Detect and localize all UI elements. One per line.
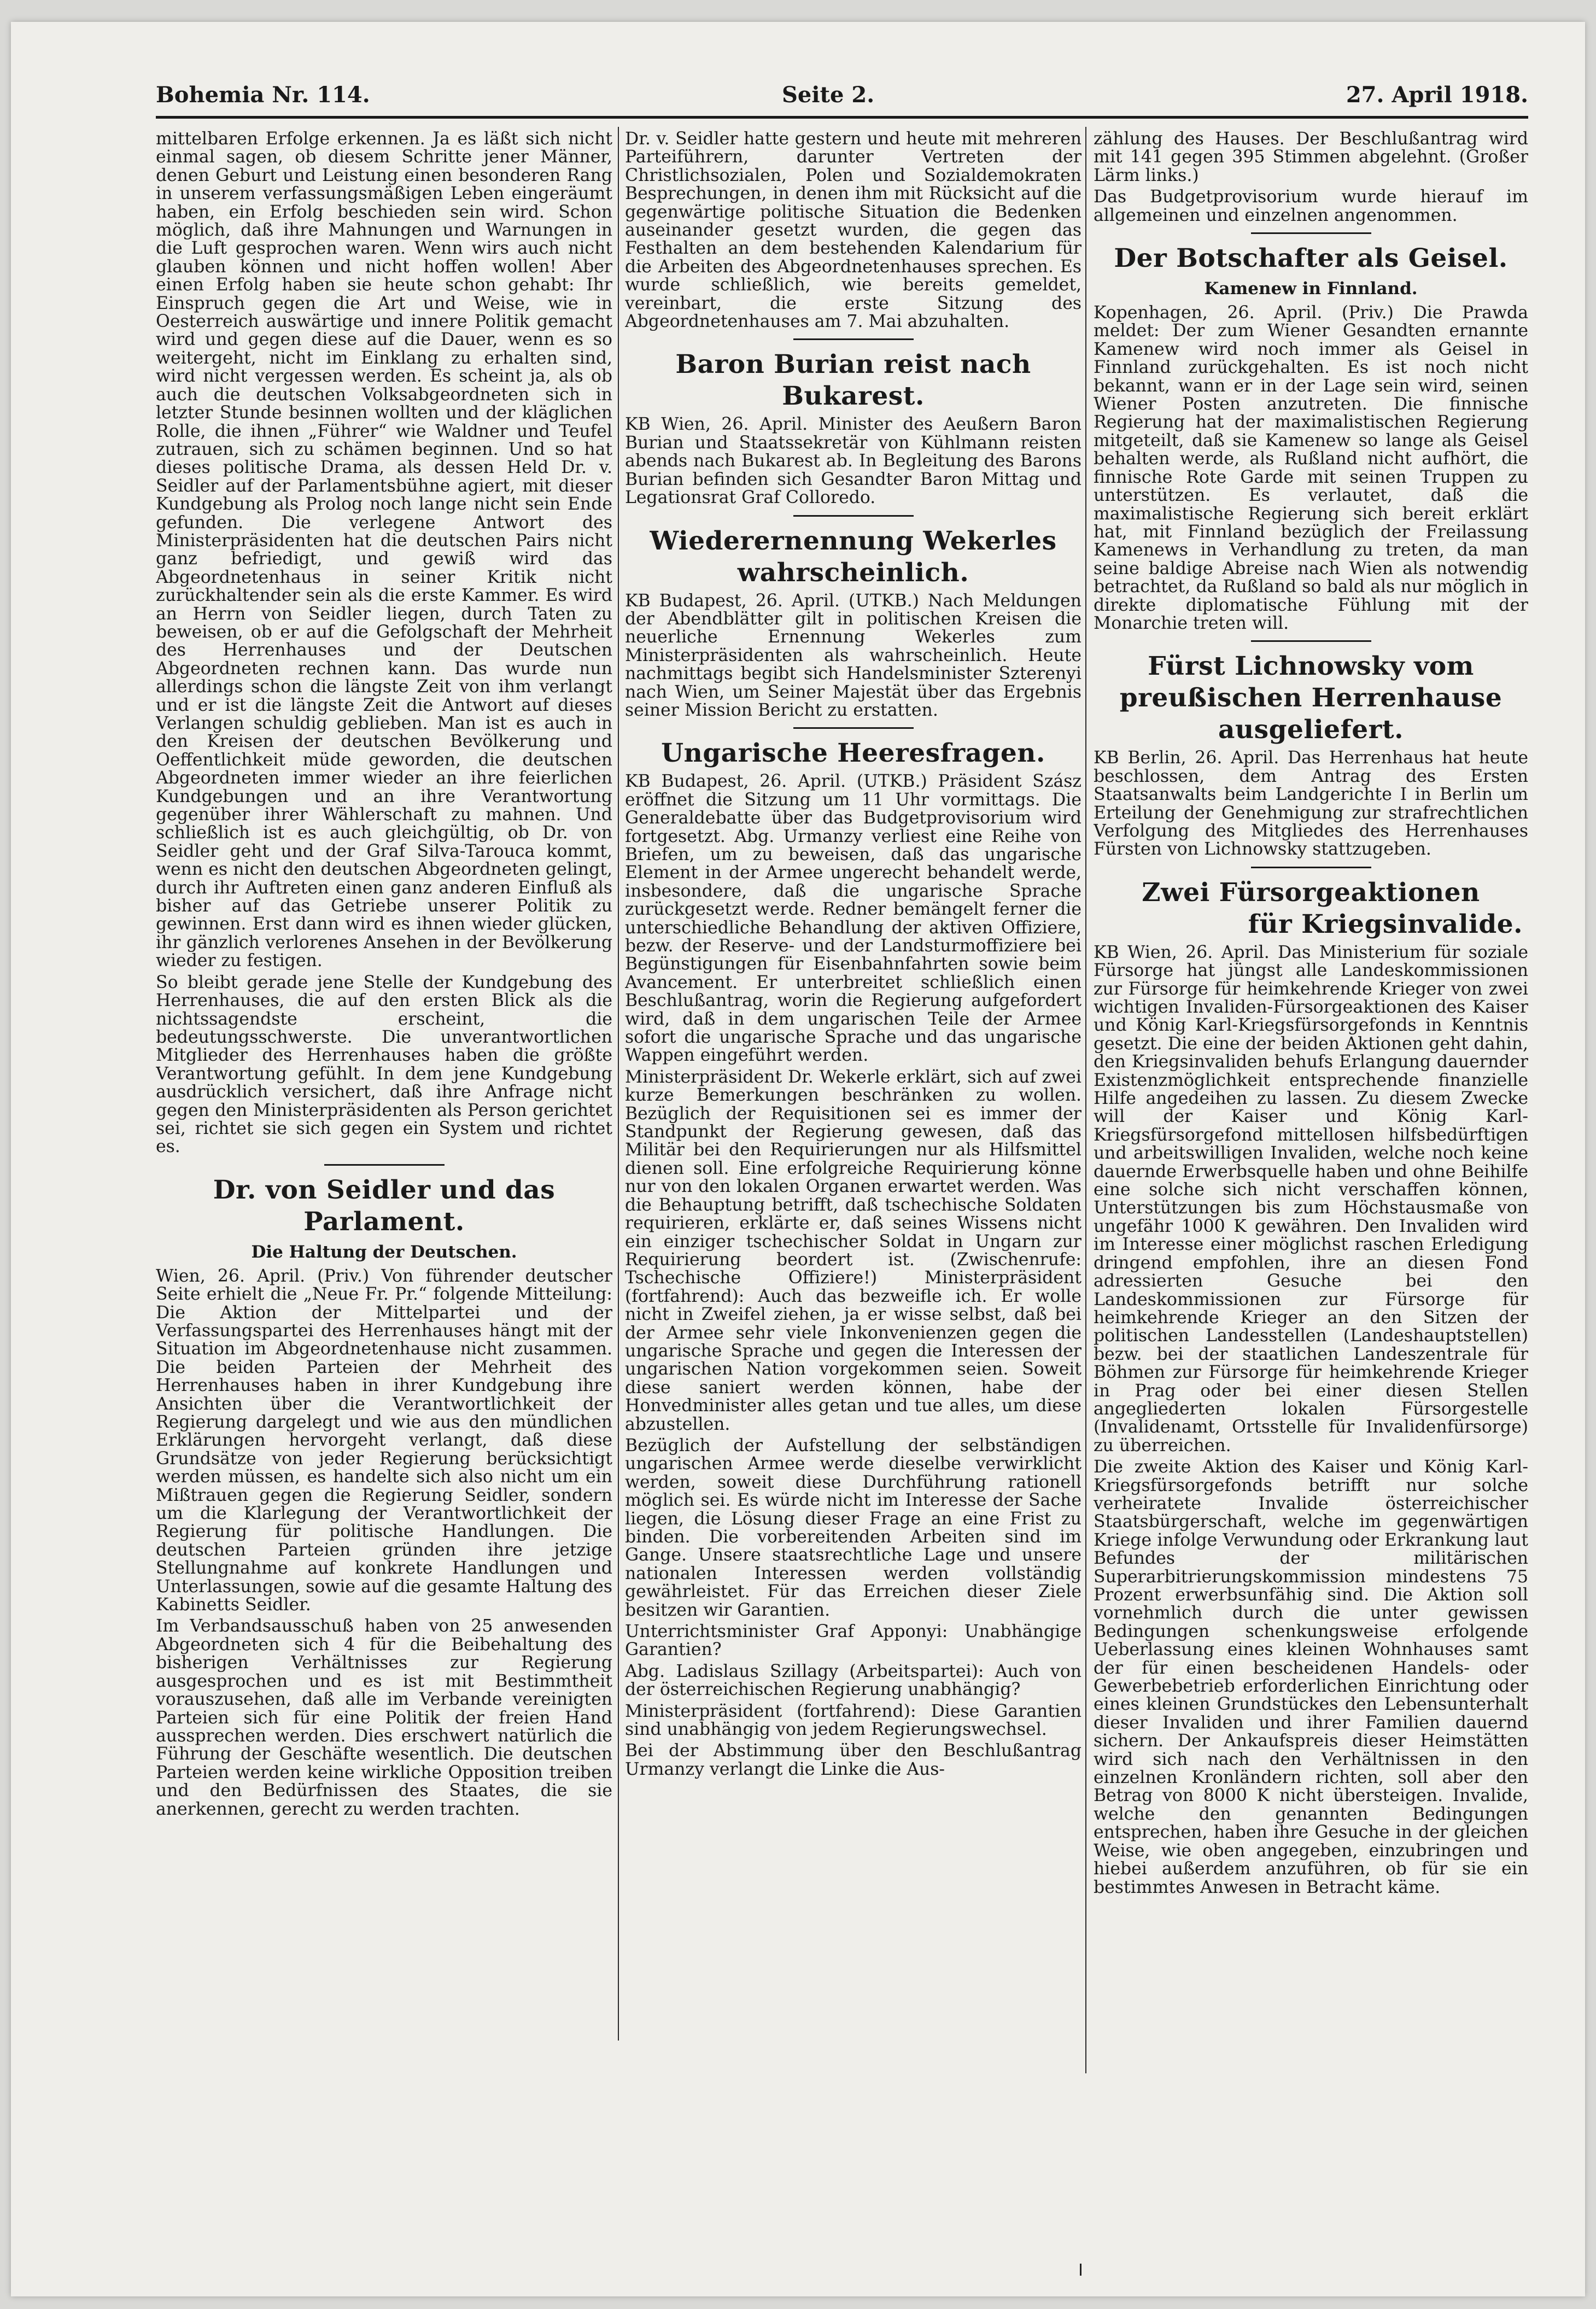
article-text: Die zweite Aktion des Kaiser und König Karl-Kriegsfürsorgefonds betrifft nur solche verheiratete Invalide österreichischer Staatsbürgerschaft, welche im gegenwärtigen Kriege infolge Verwundung oder Erkrankung laut Befundes der militärischen Superarbitrierungskommission mindestens 75 Prozent erwerbsunfähig sind. Die Aktion soll vornehmlich durch die unter gewissen Bedingungen schenkungsweise erfolgende Ueberlassung eines kleinen Wohnhauses samt der für einen bescheidenen Handels- oder Gewerbebetrieb erforderlichen Einrichtung oder eines kleinen Grundstückes den Lebensunterhalt dieser Invaliden und ihrer Familien dauernd sichern. Der Ankaufspreis dieser Heimstätten wird sich nach den Verhältnissen in den einzelnen Kronländern richten, soll aber den Betrag von 8000 K nicht übersteigen. Invalide, welche den genannten Bedingungen entsprechen, haben ihre Gesuche in der gleichen Weise, wie oben angegeben, einzubringen und hiebei außerdem anzuführen, ob für sie ein bestimmtes Anwesen in Betracht käme. xyxy=(1094,1457,1528,1897)
separator xyxy=(1251,640,1371,642)
article-text: KB Berlin, 26. April. Das Herrenhaus hat heute beschlossen, dem Antrag des Ersten Staatsanwalts beim Landgerichte I in Berlin um Erteilung der Genehmigung zur strafrechtlichen Verfolgung des Mitgliedes des Herrenhauses Fürsten von Lichnowsky stattzugeben. xyxy=(1094,748,1528,860)
separator xyxy=(1251,867,1371,868)
header-issue: Bohemia Nr. 114. xyxy=(156,82,370,108)
header-rule xyxy=(156,116,1528,119)
separator xyxy=(324,1164,445,1166)
article-text: Bei der Abstimmung über den Beschlußantrag Urmanzy verlangt die Linke die Aus- xyxy=(625,1741,1081,1779)
article-text: Unterrichtsminister Graf Apponyi: Unabhängige Garantien? xyxy=(625,1622,1081,1660)
headline-fuersorge-line2: für Kriegsinvalide. xyxy=(1248,909,1523,939)
column-3 xyxy=(1094,130,1528,2164)
column-rule-2 xyxy=(1085,127,1086,2073)
headline-heeresfragen: Ungarische Heeresfragen. xyxy=(661,738,1045,769)
subheadline-seidler: Die Haltung der Deutschen. xyxy=(251,1242,517,1262)
headline-lichnowsky: Fürst Lichnowsky vom preußischen Herrenhause ausgeliefert. xyxy=(1119,651,1503,745)
separator xyxy=(1251,232,1371,234)
separator xyxy=(793,515,914,517)
column-2 xyxy=(625,130,1081,2164)
headline-seidler: Dr. von Seidler und das Parlament. xyxy=(213,1174,556,1237)
headline-geisel: Der Botschafter als Geisel. xyxy=(1114,243,1508,274)
headline-burian: Baron Burian reist nach Bukarest. xyxy=(675,349,1031,412)
separator xyxy=(793,727,914,729)
article-text: So bleibt gerade jene Stelle der Kundgebung des Herrenhauses, die auf den ersten Blick als die nichtssagendste erscheint, die bedeutungsschwerste. Die unverantwortlichen Mitglieder des Herrenhauses haben die größte Verantwortung gefühlt. In dem jene Kundgebung ausdrücklich versichert, daß ihre Anfrage nicht gegen den Ministerpräsidenten als Person gerichtet sei, richtet sie sich gegen ein System und richtet es. xyxy=(156,972,612,1157)
article-text: KB Budapest, 26. April. (UTKB.) Präsident Szász eröffnet die Sitzung um 11 Uhr vormittags. Die Generaldebatte über das Budgetprovisorium wird fortgesetzt. Abg. Urmanzy verliest eine Reihe von Briefen, um zu beweisen, daß das ungarische Element in der Armee ungerecht behandelt werde, insbesondere, daß die ungarische Sprache zurückgesetzt werde. Redner bemängelt ferner die unterschiedliche Behandlung der aktiven Offiziere, bezw. der Reserve- und der Landsturmoffiziere bei Begünstigungen für Eisenbahnfahrten sowie beim Avancement. Er unterbreitet schließlich einen Beschlußantrag, worin die Regierung aufgefordert wird, daß in dem ungarischen Teile der Armee sofort die ungarische Sprache und das ungarische Wappen eingeführt werden. xyxy=(625,771,1081,1066)
headline-fuersorge-line1: Zwei Fürsorgeaktionen xyxy=(1142,877,1480,908)
article-text: Ministerpräsident (fortfahrend): Diese Garantien sind unabhängig von jedem Regierungswechsel. xyxy=(625,1701,1081,1740)
subheadline-geisel: Kamenew in Finnland. xyxy=(1204,279,1418,299)
header-page-number: Seite 2. xyxy=(782,82,875,108)
headline-wekerle: Wiederernennung Wekerles wahrscheinlich. xyxy=(650,525,1057,588)
article-text: KB Budapest, 26. April. (UTKB.) Nach Meldungen der Abendblätter gilt in politischen Kreisen die neuerliche Ernennung Wekerles zum Ministerpräsidenten als wahrscheinlich. Heute nachmittags begibt sich Handelsminister Szterenyi nach Wien, um Seiner Majestät über das Ergebnis seiner Mission Bericht zu erstatten. xyxy=(625,591,1081,720)
article-text: zählung des Hauses. Der Beschlußantrag wird mit 141 gegen 395 Stimmen abgelehnt. (Großer Lärm links.) xyxy=(1094,130,1528,185)
article-text: Abg. Ladislaus Szillagy (Arbeitspartei): Auch von der österreichischen Regierung unabhängig? xyxy=(625,1661,1081,1700)
separator xyxy=(793,338,914,340)
article-text: KB Wien, 26. April. Minister des Aeußern Baron Burian und Staatssekretär von Kühlmann reisten abends nach Bukarest ab. In Begleitung des Barons Burian befinden sich Gesandter Baron Mittag und Legationsrat Graf Colloredo. xyxy=(625,414,1081,508)
column-1 xyxy=(156,130,612,2164)
article-text: Dr. v. Seidler hatte gestern und heute mit mehreren Parteiführern, darunter Vertreten der Christlichsozialen, Polen und Sozialdemokraten Besprechungen, in denen ihm mit Rücksicht auf die gegenwärtige politische Situation die Bedenken auseinander gesetzt wurden, die gegen das Festhalten an dem bestehenden Kalendarium für die Arbeiten des Abgeordnetenhauses sprechen. Es wurde schließlich, wie bereits gemeldet, vereinbart, die erste Sitzung des Abgeordnetenhauses am 7. Mai abzuhalten. xyxy=(625,130,1081,332)
page-header xyxy=(156,82,1528,115)
header-date: 27. April 1918. xyxy=(1346,82,1528,108)
article-text: Im Verbandsausschuß haben von 25 anwesenden Abgeordneten sich 4 für die Beibehaltung des bisherigen Verhältnisses zur Regierung ausgesprochen und es ist mit Bestimmtheit vorauszusehen, daß alle im Verbande vereinigten Parteien sich für eine Politik der freien Hand aussprechen werden. Dies erschwert natürlich die Führung der Geschäfte wesentlich. Die deutschen Parteien werden keine wirkliche Opposition treiben und den Bedürfnissen des Staates, die sie anerkennen, gerecht zu werden trachten. xyxy=(156,1616,612,1819)
article-text: Ministerpräsident Dr. Wekerle erklärt, sich auf zwei kurze Bemerkungen beschränken zu wollen. Bezüglich der Requisitionen sei es immer der Standpunkt der Regierung gewesen, daß das Militär bei den Requirierungen nur als Hilfsmittel dienen soll. Eine erfolgreiche Requirierung könne nur von den lokalen Organen erwartet werden. Was die Behauptung betrifft, daß tschechische Soldaten requirieren, erklärte er, daß seines Wissens nicht ein einziger tschechischer Soldat in Ungarn zur Requirierung beordert ist. (Zwischenrufe: Tschechische Offiziere!) Ministerpräsident (fortfahrend): Auch das bezweifle ich. Er wolle nicht in Zweifel ziehen, ja er wisse selbst, daß bei der Armee sehr viele Inkonvenienzen gegen die ungarische Sprache und gegen die Interessen der ungarischen Nation vorgekommen seien. Soweit diese saniert werden können, habe der Honvedminister alles getan und tue alles, um diese abzustellen. xyxy=(625,1067,1081,1434)
article-text: Bezüglich der Aufstellung der selbständigen ungarischen Armee werde dieselbe verwirklicht werden, soweit diese Durchführung rationell möglich sei. Es würde nicht im Interesse der Sache liegen, die Lösung dieser Frage an eine Frist zu binden. Die vorbereitenden Arbeiten sind im Gange. Unsere staatsrechtliche Lage und unsere nationalen Interessen werden vollständig gewährleistet. Für das Erreichen dieser Ziele besitzen wir Garantien. xyxy=(625,1435,1081,1620)
article-text: Wien, 26. April. (Priv.) Von führender deutscher Seite erhielt die „Neue Fr. Pr.“ folgende Mitteilung: Die Aktion der Mittelpartei und der Verfassungspartei des Herrenhauses hängt mit der Situation im Abgeordnetenhause nicht zusammen. Die beiden Parteien der Mehrheit des Herrenhauses haben in ihrer Kundgebung ihre Ansichten über die Verantwortlichkeit der Regierung dargelegt und wie aus den mündlichen Erklärungen hervorgeht verlangt, daß diese Grundsätze von jeder Regierung berücksichtigt werden müssen, es handelte sich also nicht um ein Mißtrauen gegen die Regierung Seidler, sondern um die Klarlegung der Verantwortlichkeit der Regierung für politische Handlungen. Die deutschen Parteien gründen ihre jetzige Stellungnahme auf konkrete Handlungen und Unterlassungen, sowie auf die gesamte Haltung des Kabinetts Seidler. xyxy=(156,1266,612,1615)
article-text: Kopenhagen, 26. April. (Priv.) Die Prawda meldet: Der zum Wiener Gesandten ernannte Kamenew wird noch immer als Geisel in Finnland zurückgehalten. Es ist noch nicht bekannt, wann er in der Lage sein wird, seinen Wiener Posten anzutreten. Die finnische Regierung hat der maximalistischen Regierung mitgeteilt, daß sie Kamenew so lange als Geisel behalten werde, als Rußland nicht aufhört, die finnische Rote Garde mit seinen Truppen zu unterstützen. Es verlautet, daß die maximalistische Regierung sich bereit erklärt hat, mit Finnland bezüglich der Freilassung Kamenews in Verhandlung zu treten, da man seine baldige Abreise nach Wien als notwendig betrachtet, da Rußland so bald als nur möglich in direkte diplomatische Fühlung mit der Monarchie treten will. xyxy=(1094,303,1528,633)
column-rule-1 xyxy=(618,127,619,2041)
article-text: mittelbaren Erfolge erkennen. Ja es läßt sich nicht einmal sagen, ob diesem Schritte jener Männer, denen Geburt und Leistung einen besonderen Rang in unserem verfassungsmäßigen Leben eingeräumt haben, ein Erfolg beschieden sein wird. Schon möglich, daß ihre Mahnungen und Warnungen in die Luft gesprochen waren. Wenn wirs auch nicht glauben können und nicht hoffen wollen! Aber einen Erfolg haben sie heute schon gehabt: Ihr Einspruch gegen die Art und Weise, wie in Oesterreich auswärtige und innere Politik gemacht wird und gegen diese auf die Dauer, wenn es so weitergeht, nicht im Einklang zu erhalten sind, wird nicht vergessen werden. Es scheint ja, als ob auch die deutschen Volksabgeordneten sich in letzter Stunde besinnen wollten und der kläglichen Rolle, die ihnen „Führer“ wie Waldner und Teufel zutrauen, sich zu schämen beginnen. Und so hat dieses politische Drama, als dessen Held Dr. v. Seidler auf der Parlamentsbühne agiert, mit dieser Kundgebung als Prolog noch lange nicht sein Ende gefunden. Die verlegene Antwort des Ministerpräsidenten hat die deutschen Pairs nicht ganz befriedigt, und gewiß wird das Abgeordnetenhaus in seiner Kritik nicht zurückhaltender sein als die erste Kammer. Es wird an Herrn von Seidler liegen, durch Taten zu beweisen, ob er auf die Gefolgschaft der Mehrheit des Herrenhauses und der Deutschen Abgeordneten rechnen kann. Das wurde nun allerdings schon die längste Zeit von ihm verlangt und er ist die längste Zeit die Antwort auf dieses Verlangen schuldig geblieben. Man ist es auch in den Kreisen der deutschen Bevölkerung und Oeffentlichkeit müde geworden, die deutschen Abgeordneten immer wieder an ihre feierlichen Kundgebungen und an ihre Verantwortung gegenüber ihrer Wählerschaft zu mahnen. Und schließlich ist es auch gleichgültig, ob Dr. von Seidler geht und der Graf Silva-Tarouca kommt, wenn es nicht den deutschen Abgeordneten gelingt, durch ihr Auftreten einen ganz anderen Einfluß als bisher auf das Getriebe unserer Politik zu gewinnen. Erst dann wird es ihnen wieder glücken, ihr gänzlich verlorenes Ansehen in der Bevölkerung wieder zu festigen. xyxy=(156,130,612,971)
page-edge-mark xyxy=(1080,2264,1081,2276)
article-text: KB Wien, 26. April. Das Ministerium für soziale Fürsorge hat jüngst alle Landeskommissionen zur Fürsorge für heimkehrende Krieger von zwei wichtigen Invaliden-Fürsorgeaktionen des Kaiser und König Karl-Kriegsfürsorgefonds in Kenntnis gesetzt. Die eine der beiden Aktionen geht dahin, den Kriegsinvaliden behufs Erlangung dauernder Existenzmöglichkeit entsprechende finanzielle Hilfe angedeihen zu lassen. Zu diesem Zwecke will der Kaiser und König Karl-Kriegsfürsorgefond mittellosen hilfsbedürftigen und arbeitswilligen Invaliden, welche noch keine dauernde Erwerbsquelle haben und ohne Beihilfe eine solche sich nicht verschaffen können, Unterstützungen bis zum Höchstausmaße von ungefähr 1000 K gewähren. Den Invaliden wird im Interesse einer möglichst raschen Erledigung dringend empfohlen, ihre an diesen Fond adressierten Gesuche bei den Landeskommissionen zur Fürsorge für heimkehrende Krieger an den Sitzen der politischen Landesstellen (Landeshauptstellen) bezw. bei der staatlichen Landeszentrale für Böhmen zur Fürsorge für heimkehrende Krieger in Prag oder bei einer diesen Stellen angegliederten lokalen Fürsorgestelle (Invalidenamt, Ortsstelle für Invalidenfürsorge) zu überreichen. xyxy=(1094,942,1528,1455)
article-text: Das Budgetprovisorium wurde hierauf im allgemeinen und einzelnen angenommen. xyxy=(1094,187,1528,225)
